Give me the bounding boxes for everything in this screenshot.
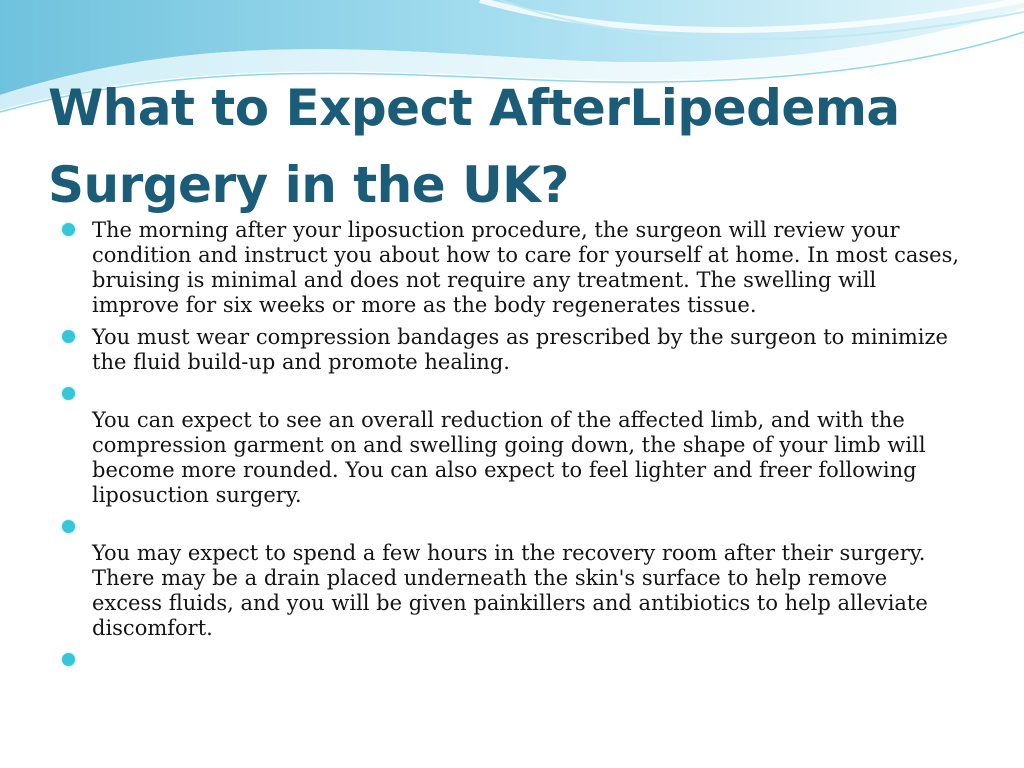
bullet-dot-icon — [62, 653, 75, 666]
slide-title: What to Expect AfterLipedema Surgery in the UK? — [48, 79, 900, 214]
bullet-item-4 — [62, 515, 962, 641]
bullet-item-3 — [62, 382, 962, 508]
bullet-item-5 — [62, 648, 962, 672]
bullet-text: You may expect to spend a few hours in the recovery room after their surgery. There may be a drain placed underneath the skin's surface to help remove excess fluids, and you will be given painkillers and antibiotics to help alleviate discomfort. — [92, 541, 928, 640]
bullet-item-2 — [62, 325, 962, 375]
bullet-text: You can expect to see an overall reduction of the affected limb, and with the compression garment on and swelling going down, the shape of your limb will become more rounded. You can also expect to feel lighter and freer following liposuction surgery. — [92, 408, 926, 507]
bullet-dot-icon — [62, 330, 75, 343]
bullet-item-1 — [62, 218, 962, 318]
bullet-text: The morning after your liposuction procedure, the surgeon will review your condition and instruct you about how to care for yourself at home. In most cases, bruising is minimal and does not require any treatment. The swelling will improve for six weeks or more as the body regenerates tissue. — [92, 218, 960, 317]
bullet-list — [62, 218, 962, 679]
bullet-dot-icon — [62, 520, 75, 533]
bullet-dot-icon — [62, 223, 75, 236]
bullet-text: You must wear compression bandages as prescribed by the surgeon to minimize the fluid build-up and promote healing. — [92, 325, 948, 374]
bullet-dot-icon — [62, 387, 75, 400]
